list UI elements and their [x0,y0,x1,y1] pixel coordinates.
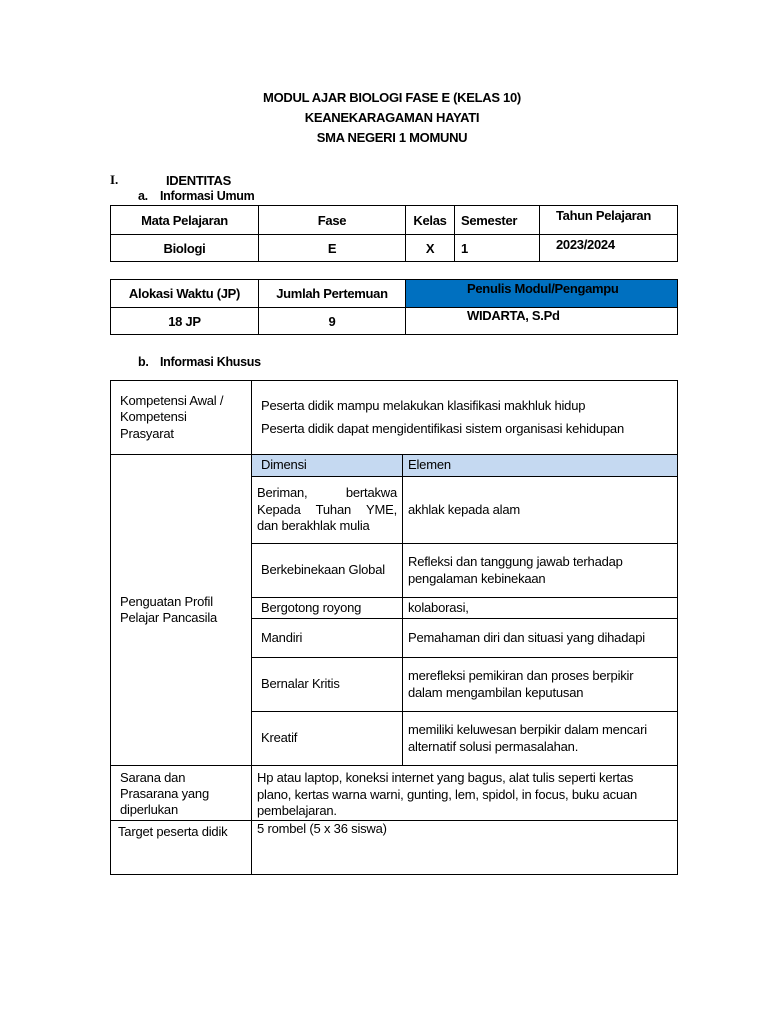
header-semester: Semester [455,206,540,235]
target-value: 5 rombel (5 x 36 siswa) [252,821,678,875]
profil-elemen: Pemahaman diri dan situasi yang dihadapi [403,619,678,658]
subsection-a-letter: a. [138,189,148,203]
kompetensi-item: Peserta didik dapat mengidentifikasi sistem organisasi kehidupan [261,420,624,436]
title-line-1: MODUL AJAR BIOLOGI FASE E (KELAS 10) [263,90,521,105]
profil-elemen: merefleksi pemikiran dan proses berpikir dalam mengambilan keputusan [403,658,678,712]
subsection-a-title: Informasi Umum [160,189,255,203]
title-line-2: KEANEKARAGAMAN HAYATI [304,110,480,125]
profil-dimensi: Mandiri [252,619,403,658]
table-row [111,235,678,262]
sarana-row [111,766,678,821]
kompetensi-row [111,381,678,455]
profil-dimensi: Kreatif [252,712,403,766]
profil-label: Penguatan Profil Pelajar Pancasila [111,455,252,766]
subsection-b-title: Informasi Khusus [160,355,261,369]
sarana-value: Hp atau laptop, koneksi internet yang bagus, alat tulis seperti kertas plano, kertas warna warni, gunting, lem, spidol, in focus, buku acuan pembelajaran. [252,766,678,821]
header-jumlah-pertemuan: Jumlah Pertemuan [259,280,406,308]
value-alokasi-waktu: 18 JP [111,308,259,335]
header-fase: Fase [259,206,406,235]
value-kelas: X [406,235,455,262]
info-khusus-table [110,380,678,875]
target-row [111,821,678,875]
elemen-header: Elemen [403,455,678,477]
kompetensi-content [252,381,678,455]
value-fase: E [259,235,406,262]
header-kelas: Kelas [406,206,455,235]
subsection-b-letter: b. [138,355,149,369]
header-tahun-pelajaran: Tahun Pelajaran [540,206,678,235]
table-header-row [111,280,678,308]
header-mata-pelajaran: Mata Pelajaran [111,206,259,235]
value-jumlah-pertemuan: 9 [259,308,406,335]
table-header-row [111,206,678,235]
value-tahun-pelajaran: 2023/2024 [540,235,678,262]
profil-elemen: akhlak kepada alam [403,477,678,544]
title-line-3: SMA NEGERI 1 MOMUNU [316,130,468,145]
sarana-label: Sarana dan Prasarana yang diperlukan [111,766,252,821]
value-penulis-modul: WIDARTA, S.Pd [406,308,678,335]
dimensi-header: Dimensi [252,455,403,477]
profil-dimensi: Beriman, bertakwa Kepada Tuhan YME, dan berakhlak mulia [252,477,403,544]
table-row [111,308,678,335]
profil-dimensi: Bergotong royong [252,598,403,619]
alokasi-table [110,279,678,335]
section-number: I. [110,172,119,187]
value-semester: 1 [455,235,540,262]
kompetensi-label: Kompetensi Awal / Kompetensi Prasyarat [111,381,252,455]
value-mata-pelajaran: Biologi [111,235,259,262]
profil-elemen: Refleksi dan tanggung jawab terhadap pengalaman kebinekaan [403,544,678,598]
profil-header-row [111,455,678,477]
profil-dimensi: Bernalar Kritis [252,658,403,712]
kompetensi-item: Peserta didik mampu melakukan klasifikasi makhluk hidup [261,398,586,413]
profil-elemen: memiliki keluwesan berpikir dalam mencari alternatif solusi permasalahan. [403,712,678,766]
profil-elemen: kolaborasi, [403,598,678,619]
section-title: IDENTITAS [166,173,231,188]
header-penulis-modul: Penulis Modul/Pengampu [406,280,678,308]
target-label: Target peserta didik [111,821,252,875]
info-umum-table [110,205,678,262]
profil-dimensi: Berkebinekaan Global [252,544,403,598]
header-alokasi-waktu: Alokasi Waktu (JP) [111,280,259,308]
